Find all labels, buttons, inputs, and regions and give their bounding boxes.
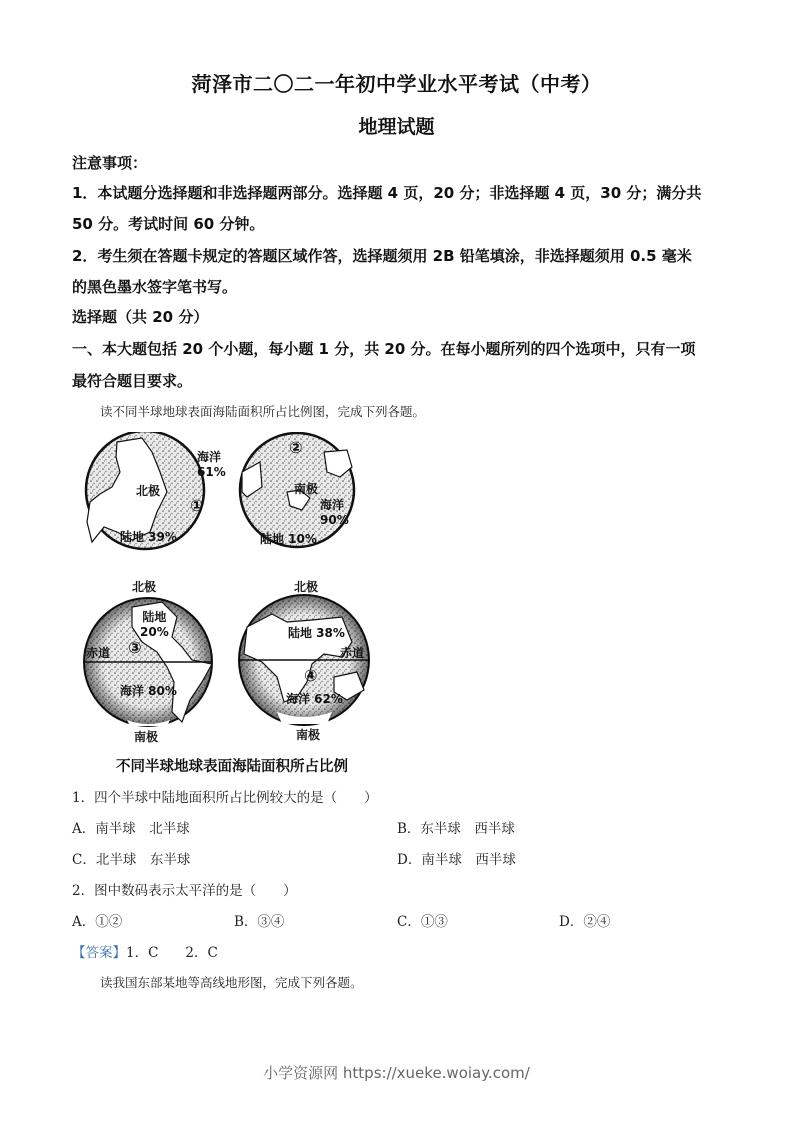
notice-item1-line1: 1．本试题分选择题和非选择题两部分。选择题 4 页，20 分；非选择题 4 页，30 分；满分共 [72, 184, 702, 202]
section-instruction-line2: 最符合题目要求。 [72, 372, 193, 390]
answer-line [72, 941, 218, 961]
q2-option-d[interactable]: D．②④ [559, 914, 611, 930]
globe3-south-pole-label: 南极 [134, 730, 159, 744]
globe3-land-label: 陆地 20% [140, 610, 169, 639]
answer-tag: 【答案】 [72, 945, 126, 961]
q1-option-a[interactable]: A．南半球 北半球 [72, 821, 190, 837]
q1-option-c[interactable]: C．北半球 东半球 [72, 852, 191, 868]
question-1-stem: 1．四个半球中陆地面积所占比例较大的是（ ） [72, 790, 378, 806]
exam-subtitle: 地理试题 [358, 116, 435, 138]
notice-item2-line1: 2．考生须在答题卡规定的答题区域作答，选择题须用 2B 铅笔填涂，非选择题须用 0.5 毫米 [72, 247, 692, 265]
globe1-ocean-label: 海洋 61% [197, 450, 226, 479]
exam-title: 菏泽市二〇二一年初中学业水平考试（中考） [191, 72, 602, 96]
q1-option-b[interactable]: B．东半球 西半球 [397, 821, 515, 837]
figure-caption: 不同半球地球表面海陆面积所占比例 [116, 759, 348, 775]
notice-item1-line2: 50 分。考试时间 60 分钟。 [72, 215, 265, 233]
globe3-ocean-label: 海洋 80% [120, 684, 177, 698]
q2-option-a[interactable]: A．①② [72, 914, 123, 930]
globe1-pole-label: 北极 [136, 484, 161, 498]
globe4-ocean-label: 海洋 62% [286, 692, 343, 706]
footer-watermark: 小学资源网 https://xueke.woiay.com/ [263, 1064, 530, 1082]
group1-intro: 读不同半球地球表面海陆面积所占比例图，完成下列各题。 [100, 404, 426, 419]
globe1-number: ① [190, 496, 204, 515]
q2-option-b[interactable]: B．③④ [234, 914, 285, 930]
question-2-stem: 2．图中数码表示太平洋的是（ ） [72, 883, 297, 899]
globe2-number: ② [289, 438, 303, 457]
section-instruction-line1: 一、本大题包括 20 个小题，每小题 1 分，共 20 分。在每小题所列的四个选项中，只有一项 [72, 340, 696, 358]
globe3-equator-label: 赤道 [86, 646, 111, 660]
globe3-number: ③ [128, 638, 142, 657]
globe4-land-label: 陆地 38% [288, 626, 345, 640]
hemisphere-figure [72, 432, 392, 777]
globe2-land-label: 陆地 10% [260, 532, 317, 546]
globe4-number: ④ [304, 666, 318, 685]
answer-text: 1．C 2．C [126, 945, 218, 961]
globe2-ocean-label: 海洋 90% [320, 498, 349, 527]
hemisphere-globes-graphic [72, 432, 392, 752]
globe4-south-pole-label: 南极 [296, 728, 321, 742]
globe4-north-pole-label: 北极 [294, 580, 319, 594]
notice-item2-line2: 的黑色墨水签字笔书写。 [72, 278, 238, 296]
section-heading: 选择题（共 20 分） [72, 308, 209, 326]
q2-option-c[interactable]: C．①③ [397, 914, 448, 930]
globe3-north-pole-label: 北极 [132, 580, 157, 594]
q1-option-d[interactable]: D．南半球 西半球 [397, 852, 516, 868]
globe2-pole-label: 南极 [294, 482, 319, 496]
globe4-equator-label: 赤道 [340, 646, 365, 660]
globe1-land-label: 陆地 39% [120, 530, 177, 544]
group2-intro: 读我国东部某地等高线地形图，完成下列各题。 [100, 975, 363, 990]
notice-heading: 注意事项： [72, 154, 148, 172]
